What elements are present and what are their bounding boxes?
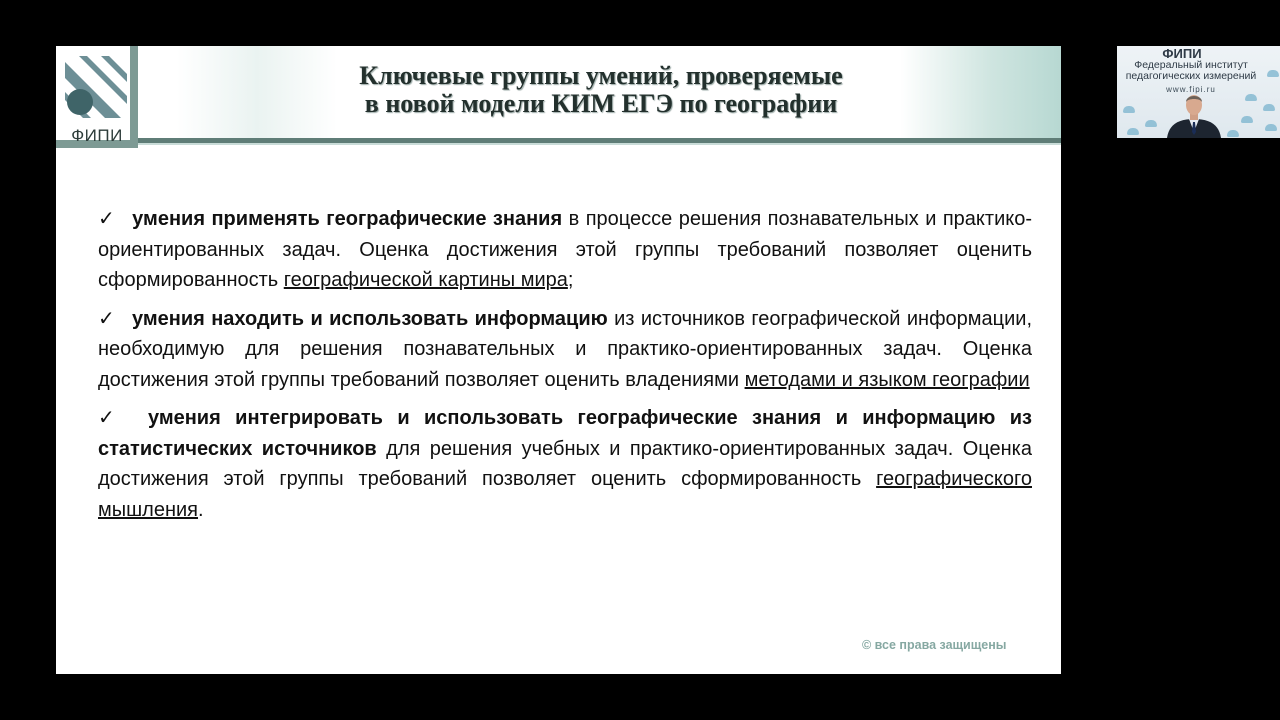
copyright-notice: © все права защищены: [862, 638, 1007, 652]
bullet-item-3: [98, 403, 1032, 525]
webcam-org-line-1: Федеральный институт: [1134, 59, 1248, 71]
bullet-text: из источников географической информации, необходимую для решения познавательных и практико-ориентированных задач. Оценка достижения этой группы требований позволяет оценить владениями: [98, 307, 1032, 391]
bullet-text: для решения учебных и практико-ориентированных задач. Оценка достижения этой группы требований позволяет оценить сформированность: [98, 437, 1032, 490]
slide-content: [98, 204, 1032, 533]
bullet-underlined-text: методами и языком географии: [744, 368, 1030, 391]
bullet-text: в процессе решения познавательных и практико-ориентированных задач. Оценка достижения этой группы требований позволяет оценить сформированность: [98, 208, 1032, 291]
bullet-bold-text: умения интегрировать и использовать географические знания и информацию из статистических источников: [98, 407, 1032, 460]
logo-label: ФИПИ: [71, 126, 123, 145]
webcam-url: www.fipi.ru: [1166, 85, 1216, 94]
bullet-underlined-text: географической картины мира: [283, 269, 568, 291]
header-divider-light: [138, 143, 1061, 145]
webcam-brand: ФИПИ: [1162, 46, 1202, 61]
slide-title-line-1: Ключевые группы умений, проверяемые: [359, 61, 843, 90]
presentation-slide: [56, 46, 1061, 674]
checkmark-icon: ✓: [98, 307, 116, 330]
bullet-item-2: [98, 304, 1032, 396]
bullet-underlined-text: географического мышления: [98, 468, 1032, 521]
bullet-tail: .: [198, 498, 204, 521]
slide-title: [206, 62, 996, 118]
bullet-bold-text: умения находить и использовать информацию: [131, 307, 608, 330]
presenter-figure: [1165, 92, 1223, 138]
webcam-overlay: [1117, 46, 1280, 138]
webcam-org-line-2: педагогических измерений: [1125, 70, 1257, 82]
bullet-bold-text: умения применять географические знания: [132, 208, 563, 230]
bullet-tail: ;: [567, 269, 574, 291]
checkmark-icon: ✓: [98, 208, 116, 230]
slide-title-line-2: в новой модели КИМ ЕГЭ по географии: [364, 89, 838, 118]
checkmark-icon: ✓: [98, 407, 124, 429]
fipi-logo: [56, 46, 138, 148]
fipi-logo-icon: [65, 56, 127, 118]
bullet-item-1: [98, 204, 1032, 296]
